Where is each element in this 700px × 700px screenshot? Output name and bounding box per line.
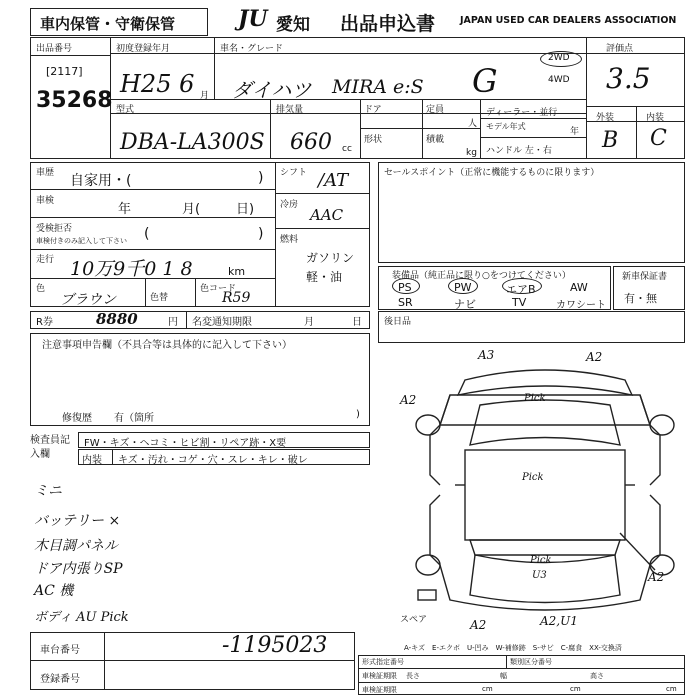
equip-aw: AW (570, 281, 588, 294)
equip-navi: ナビ (454, 298, 476, 311)
registration-label: 初度登録年月 (116, 44, 171, 54)
registration-value: H25 6 (120, 70, 195, 98)
year-unit: 年 (570, 127, 580, 137)
lot-subcode: [2117] (46, 65, 83, 78)
shift-value: /AT (318, 170, 349, 191)
history-label: 車歴 (36, 168, 55, 178)
dealer-label: ディーラー・並行 (486, 108, 558, 118)
repair-value: 有（箇所 (114, 413, 154, 424)
maker-value: ダイハツ (232, 78, 312, 102)
equip-airbag-circle (502, 278, 542, 294)
mark-u3-trunk: U3 (532, 570, 547, 581)
equip-pw: PW (454, 281, 472, 294)
mark-pick-trunk: Pick (530, 555, 552, 566)
damage-legend: A-キズ E-エクボ U-凹み W-補修跡 S-サビ C-腐食 XX-交換済 (404, 644, 622, 652)
mark-pick-hood: Pick (524, 393, 546, 404)
equip-sr: SR (398, 296, 413, 309)
note-line-2: バッテリー × (34, 513, 121, 529)
form-title: 出品申込書 (340, 13, 436, 35)
ju-logo: JU (238, 6, 268, 32)
capacity-unit: 人 (468, 119, 478, 129)
equip-airbag: エアB (506, 283, 536, 296)
width-unit: cm (570, 685, 581, 693)
mark-a2-top: A2 (586, 350, 603, 364)
repair-close: ) (356, 409, 360, 420)
color-label: 色 (36, 284, 46, 294)
interior-label: 内装 (646, 113, 665, 123)
after-cert-label: 車検証期限 (362, 686, 397, 694)
fuel-label: 燃料 (280, 235, 299, 245)
chassis-value: -1195023 (222, 633, 328, 658)
class-number-label: 類別区分番号 (510, 658, 552, 666)
equip-ps: PS (398, 281, 412, 294)
mileage-label: 走行 (36, 255, 55, 265)
transfer-open: ( (144, 226, 150, 242)
fuel-value-diesel: 軽・油 (306, 270, 343, 284)
recycle-value: 8880 (96, 310, 138, 328)
exterior-score: B (602, 128, 619, 153)
warranty-value: 有・無 (624, 292, 657, 305)
load-unit: kg (466, 148, 477, 158)
checker-row2-text: キズ・汚れ・コゲ・穴・スレ・キレ・破レ (118, 455, 308, 466)
length-unit: cm (482, 685, 493, 693)
rear-item-box (378, 311, 685, 343)
mark-a3-top: A3 (478, 348, 495, 362)
equip-seat: カワシート (556, 300, 606, 311)
drive-2wd: 2WD (548, 53, 570, 63)
association-name: JAPAN USED CAR DEALERS ASSOCIATION (460, 15, 677, 26)
load-label: 積載 (426, 135, 445, 145)
handle-label: ハンドル 左・右 (486, 146, 552, 156)
shape-label: 形状 (364, 135, 383, 145)
score-label: 評価点 (606, 44, 634, 54)
note-line-6: ボディ AU Pick (34, 610, 129, 625)
repair-label: 修復歴 (62, 413, 92, 424)
exterior-label: 外装 (596, 113, 615, 123)
notice-month: 月 (304, 317, 314, 328)
mark-pick-roof: Pick (522, 472, 544, 483)
model-name-label: 車名・グレード (220, 44, 284, 54)
width-label: 幅 (500, 672, 507, 680)
note-line-5: AC 機 (34, 583, 74, 599)
equip-ps-circle (392, 278, 420, 294)
equip-pw-circle (448, 278, 478, 294)
displacement-value: 660 (290, 130, 332, 155)
color-code-label: 色コード (200, 284, 237, 294)
cert-label: 車検証期限 (362, 672, 397, 680)
door-label: ドア (364, 105, 382, 115)
mark-a2-u1-bottom: A2,U1 (540, 614, 578, 628)
equip-tv: TV (512, 296, 527, 309)
lot-number: 35268 (36, 88, 113, 113)
model-year-label: モデル年式 (486, 122, 526, 131)
sales-point-label: セールスポイント（正常に機能するものに限ります） (384, 168, 600, 178)
checker-label: 検査員記入欄 (30, 435, 70, 460)
mileage-value: 10万9千0 1 8 (70, 258, 193, 280)
grade-value: G (472, 62, 498, 100)
warranty-label: 新車保証書 (622, 272, 668, 282)
model-value: MIRA e:S (332, 76, 424, 98)
transfer-label: 受検拒否 (36, 224, 73, 234)
note-line-3: 木目調パネル (34, 538, 118, 554)
notice-day: 日 (352, 317, 362, 328)
capacity-label: 定員 (426, 105, 445, 115)
height-unit: cm (666, 685, 677, 693)
length-label: 長さ (406, 672, 420, 680)
inspection-month: 月( (182, 202, 201, 217)
note-line-4: ドア内張りSP (34, 561, 123, 577)
type-value: DBA-LA300S (120, 130, 265, 155)
recycle-unit: 円 (168, 317, 178, 328)
inspection-label: 車検 (36, 196, 55, 206)
fuel-value-gas: ガソリン (306, 251, 355, 265)
logo-region-text: 愛知 (276, 15, 310, 35)
shift-label: シフト (280, 168, 308, 178)
ac-value: AAC (310, 206, 344, 224)
color-change-label: 色替 (150, 293, 169, 303)
registration-no-label: 登録番号 (40, 674, 80, 685)
height-label: 高さ (590, 672, 604, 680)
notes-label: 注意事項申告欄（不具合等は具体的に記入して下さい） (42, 340, 292, 351)
transfer-close: ) (258, 226, 264, 242)
chassis-label: 車台番号 (40, 645, 80, 656)
recycle-label: R券 (36, 317, 53, 328)
color-code-value: R59 (222, 290, 251, 306)
storage-badge-text: 車内保管・守衛保管 (40, 15, 176, 33)
mark-a2-bottom-left: A2 (470, 618, 487, 632)
inspection-day: 日) (236, 202, 255, 217)
type-label: 型式 (116, 105, 135, 115)
rear-item-label: 後日品 (384, 317, 412, 327)
interior-score: C (650, 126, 667, 151)
color-value: ブラウン (60, 292, 116, 308)
inspection-year: 年 (118, 202, 132, 217)
form-number-label: 形式指定番号 (362, 658, 404, 666)
spare-label: スペア (400, 615, 428, 625)
transfer-sub: 車検付きのみ記入して下さい (36, 237, 127, 245)
note-line-1: ミニ (34, 483, 62, 499)
mileage-unit: km (228, 265, 246, 278)
drive-4wd: 4WD (548, 75, 570, 85)
history-close: ) (258, 170, 264, 186)
mark-a2-right: A2 (648, 570, 665, 584)
notice-label: 名変通知期限 (192, 317, 252, 328)
ac-label: 冷房 (280, 200, 299, 210)
equipment-label: 装備品（純正品に限り○をつけてください） (392, 271, 571, 281)
mark-a2-left: A2 (400, 393, 417, 407)
lot-label: 出品番号 (36, 44, 73, 54)
registration-month-suffix: 月 (200, 91, 210, 101)
checker-row2-label: 内装 (82, 455, 102, 466)
displacement-unit: cc (342, 144, 352, 154)
checker-row1-text: FW・キズ・ヘコミ・ヒビ割・リペア跡・X要 (84, 438, 287, 449)
displacement-label: 排気量 (276, 105, 304, 115)
score-value: 3.5 (606, 62, 651, 95)
history-value: 自家用・( (70, 173, 132, 189)
